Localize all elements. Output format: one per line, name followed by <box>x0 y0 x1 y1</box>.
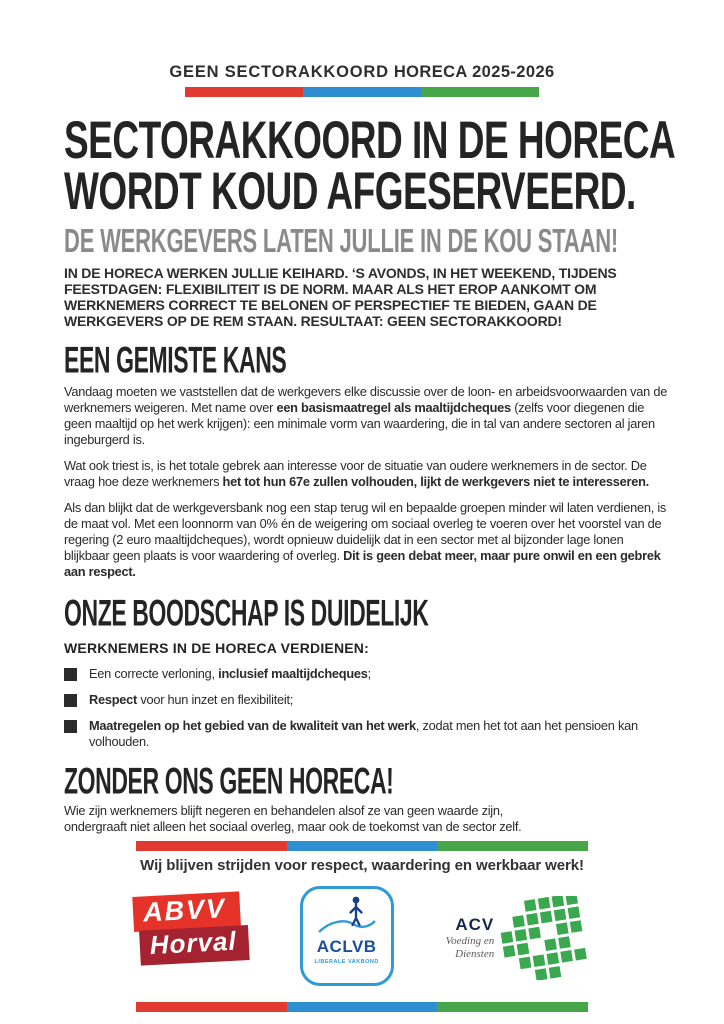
bar-segment-blue <box>287 1002 438 1012</box>
aclvb-logo <box>300 886 394 986</box>
paragraph: Vandaag moeten we vaststellen dat de werkgevers elke discussie over de loon- en arbeidsvoorwaarden van de werknemers weigeren. Met name over een basismaatregel als maaltijdcheques (zelfs voor diegenen die geen maaltijd op het werk krijgen): een minimale vorm van waardering, die in tal van andere sectoren al jaren ingeburgerd is. <box>64 384 668 447</box>
footer-slogan: Wij blijven strijden voor respect, waardering en werkbaar werk! <box>140 857 584 874</box>
main-headline <box>64 111 676 221</box>
intro-paragraph: IN DE HORECA WERKEN JULLIE KEIHARD. ‘S AVONDS, IN HET WEEKEND, TIJDENS FEESTDAGEN: FLEXIBILITEIT IS DE NORM. MAAR ALS HET EROP AANKOMT OM WERKNEMERS CORRECT TE BELONEN OF PERSPECTIEF TE BIEDEN, GAAN DE WERKGEVERS OP DE REM STAAN. RESULTAAT: GEEN SECTORAKKOORD! <box>64 265 617 329</box>
bar-segment-red <box>136 1002 287 1012</box>
acv-tagline: Voeding en Diensten <box>445 935 495 960</box>
acv-logo-textcol <box>446 915 495 961</box>
kicker-campaign: GEEN SECTORAKKOORD <box>169 63 389 81</box>
closing-line-2: ondergraaft niet alleen het sociaal overleg, maar ook de toekomst van de sector zelf. <box>64 819 522 834</box>
square-bullet-icon <box>64 668 77 681</box>
aclvb-figure-icon <box>316 894 378 936</box>
bar-segment-blue <box>303 87 421 97</box>
horval-logo-text: Horval <box>139 925 250 966</box>
kicker <box>0 62 724 82</box>
bar-segment-red <box>136 841 287 851</box>
message-subheading: WERKNEMERS IN DE HORECA VERDIENEN: <box>64 640 369 656</box>
bar-segment-blue <box>287 841 438 851</box>
tricolor-bar-middle <box>136 841 588 851</box>
list-item-text: Een correcte verloning, inclusief maaltijdcheques; <box>89 666 371 681</box>
tricolor-bar-bottom <box>136 1002 588 1012</box>
closing-paragraph <box>64 803 670 835</box>
list-item <box>64 666 654 682</box>
bar-segment-green <box>437 841 588 851</box>
demands-list <box>64 666 660 750</box>
acv-mosaic-icon <box>500 896 590 980</box>
list-item <box>64 692 654 708</box>
section-heading-missed-chance: EEN GEMISTE KANS <box>64 339 287 381</box>
section-heading-message: ONZE BOODSCHAP IS DUIDELIJK <box>64 592 429 634</box>
abvv-horval-logo <box>132 891 249 966</box>
acv-logo-text: ACV <box>455 915 495 934</box>
abvv-logo-text: ABVV <box>132 891 241 932</box>
section-heading-no-horeca: ZONDER ONS GEEN HORECA! <box>64 760 394 802</box>
bar-segment-red <box>185 87 303 97</box>
tricolor-bar-top <box>185 87 539 97</box>
content-column <box>0 111 724 835</box>
square-bullet-icon <box>64 694 77 707</box>
sub-headline: DE WERKGEVERS LATEN JULLIE IN DE KOU STAAN! <box>64 222 619 260</box>
square-bullet-icon <box>64 720 77 733</box>
union-logos-row <box>0 886 724 986</box>
headline-line-2: WORDT KOUD AFGESERVEERD. <box>64 162 636 221</box>
closing-line-1: Wie zijn werknemers blijft negeren en behandelen alsof ze van geen waarde zijn, <box>64 803 504 818</box>
bar-segment-green <box>421 87 539 97</box>
kicker-edition: HORECA 2025-2026 <box>388 63 555 81</box>
headline-line-1: SECTORAKKOORD IN DE HORECA <box>64 111 676 170</box>
paragraph: Wat ook triest is, is het totale gebrek aan interesse voor de situatie van oudere werknemers in de sector. De vraag hoe deze werknemers het tot hun 67e zullen volhouden, lijkt de werkgevers niet te interesseren. <box>64 458 649 489</box>
aclvb-tagline: LIBERALE VAKBOND <box>314 959 379 965</box>
list-item <box>64 718 654 750</box>
bar-segment-green <box>437 1002 588 1012</box>
aclvb-logo-text: ACLVB <box>316 937 377 956</box>
paragraph: Als dan blijkt dat de werkgeversbank nog een stap terug wil en bepaalde groepen minder wil laten verdienen, is de maat vol. Met een loonnorm van 0% én de weigering om sociaal overleg te voeren over het voorstel van de regering (2 euro maaltijdcheques), wordt opnieuw duidelijk dat in een sector met al bijzonder lage lonen blijkbaar geen plaats is voor waardering of overleg. Dit is geen debat meer, maar pure onwil en een gebrek aan respect. <box>64 500 667 579</box>
list-item-text: Maatregelen op het gebied van de kwaliteit van het werk, zodat men het tot aan het pensioen kan volhouden. <box>89 718 638 749</box>
list-item-text: Respect voor hun inzet en flexibiliteit; <box>89 692 294 707</box>
acv-logo <box>446 896 591 980</box>
